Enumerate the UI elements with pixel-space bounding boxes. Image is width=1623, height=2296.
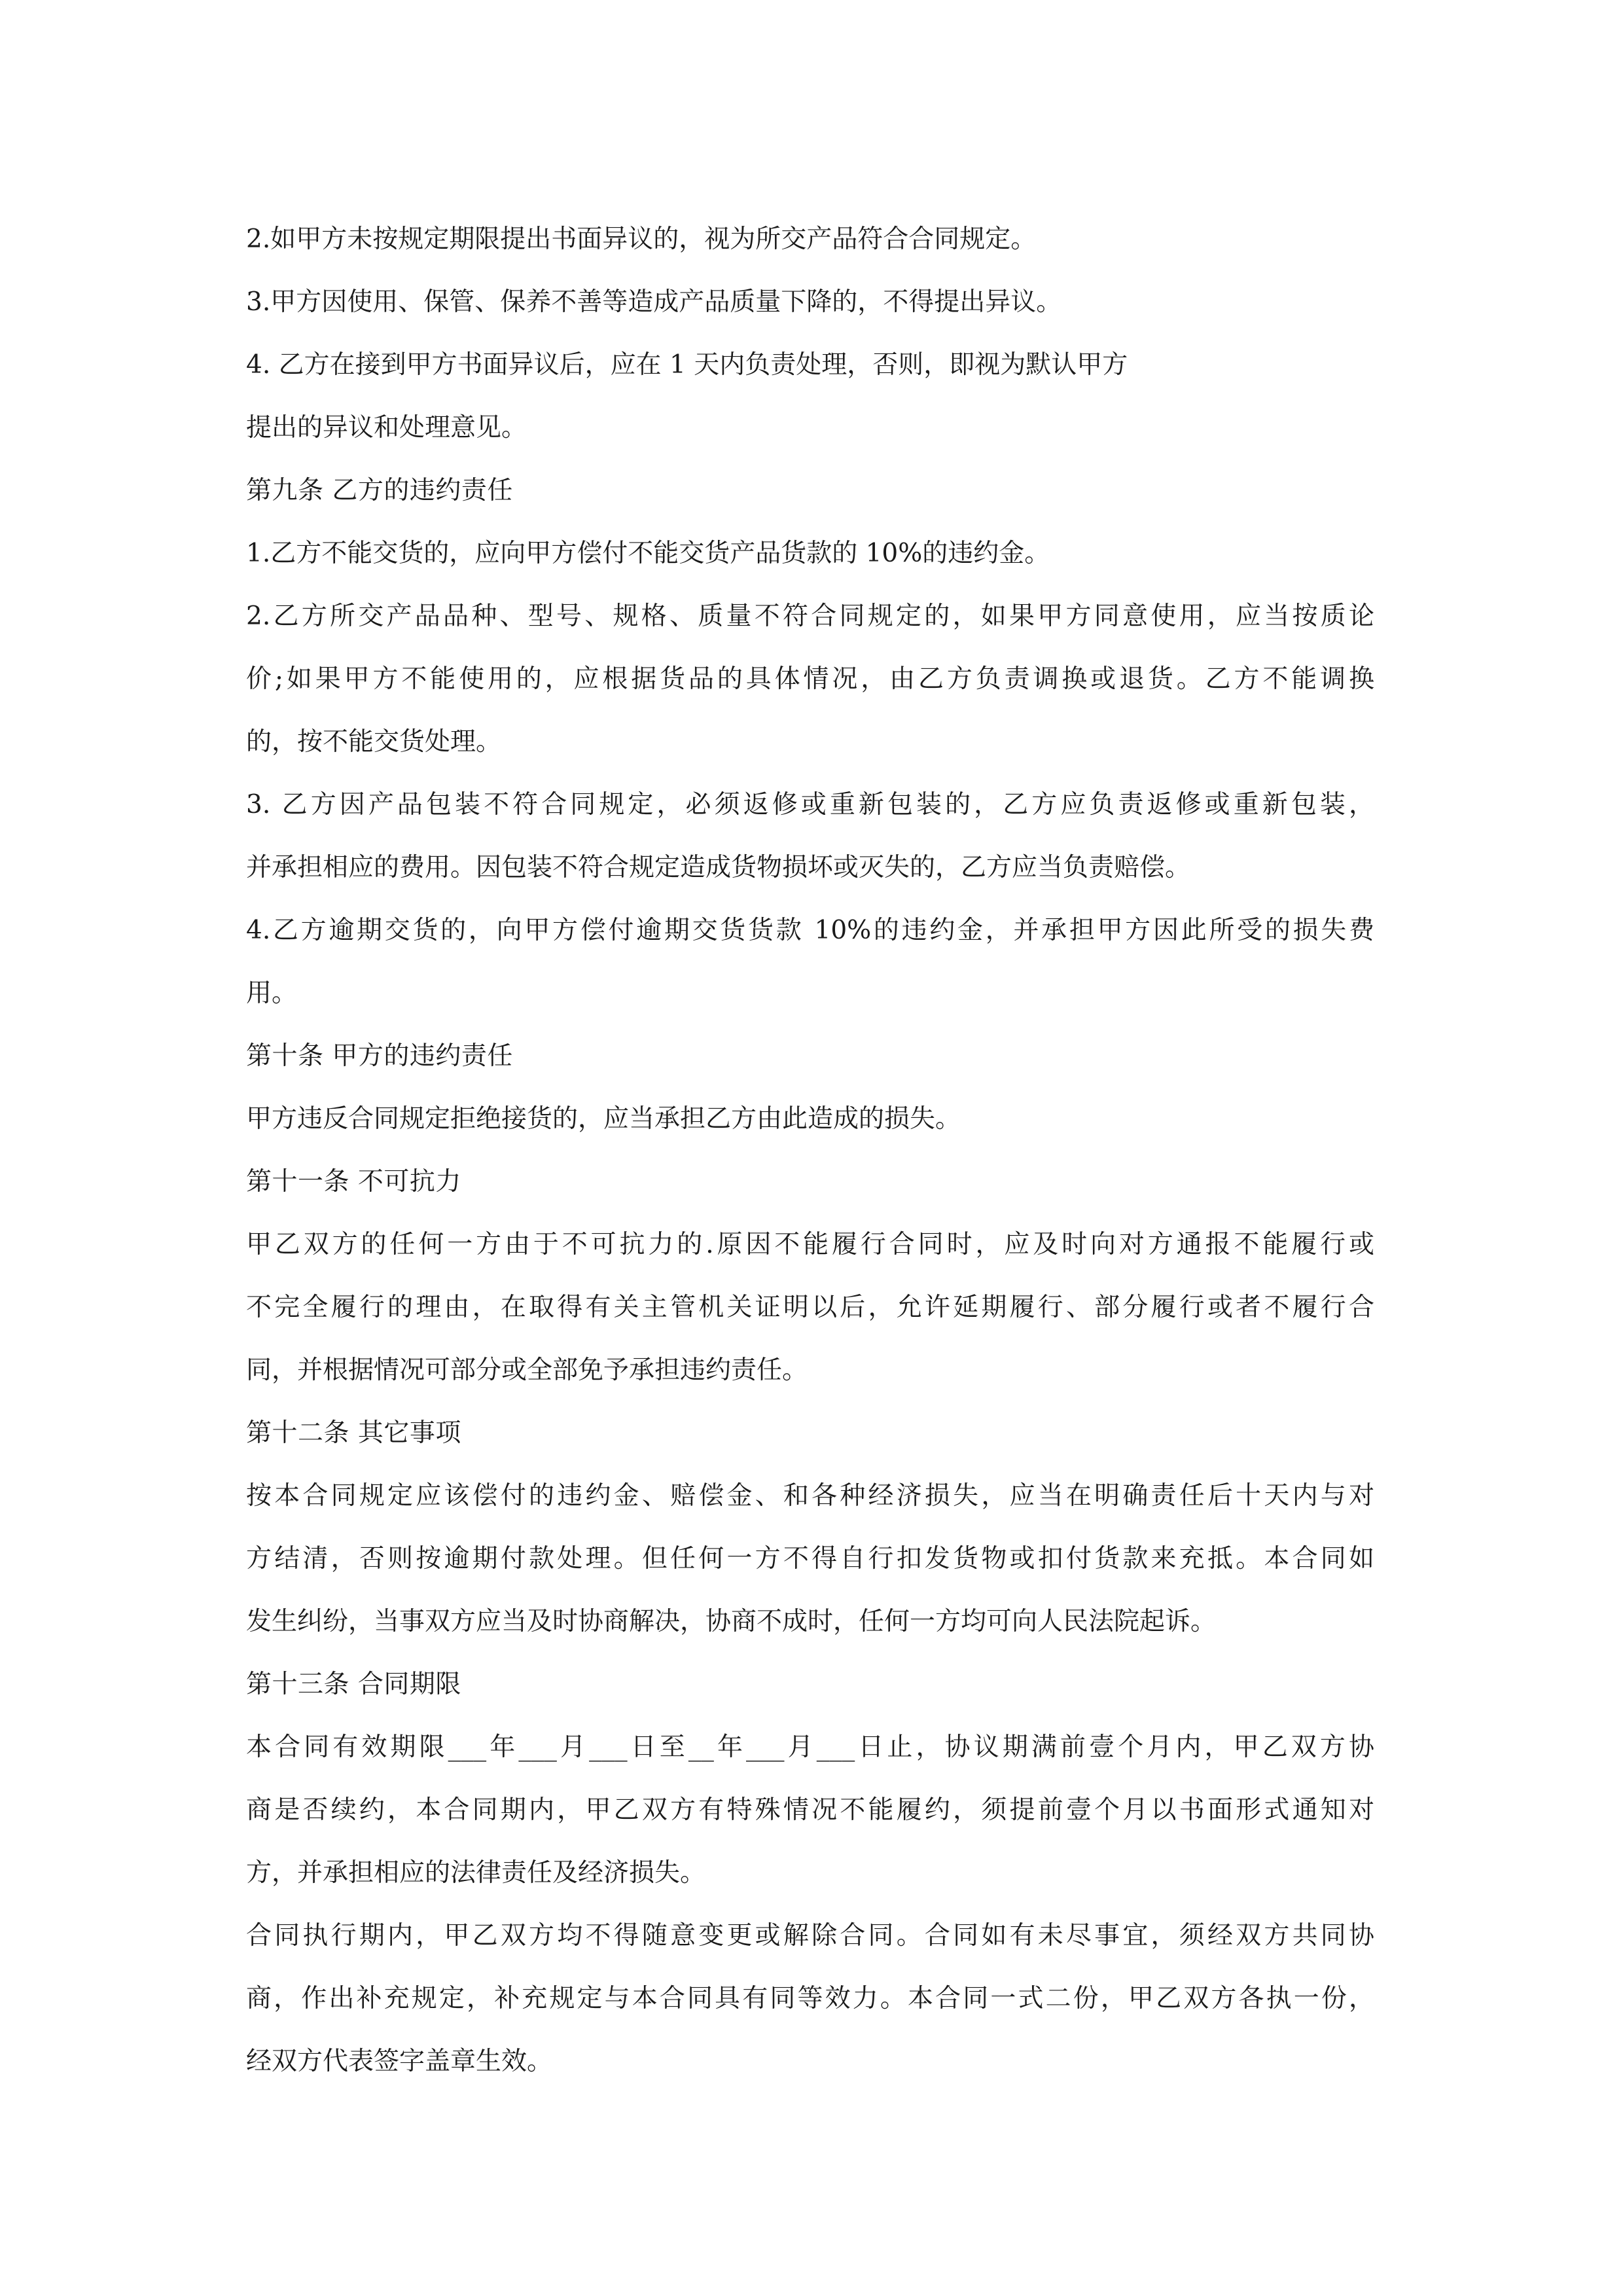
- document-body: [246, 208, 1374, 2093]
- paragraph-line: 方，并承担相应的法律责任及经济损失。: [246, 1858, 706, 1888]
- paragraph-line: 不完全履行的理由，在取得有关主管机关证明以后，允许延期履行、部分履行或者不履行合: [246, 1293, 1374, 1322]
- paragraph-line: 商，作出补充规定，补充规定与本合同具有同等效力。本合同一式二份，甲乙双方各执一份，: [246, 1984, 1374, 2013]
- section-heading: 第九条 乙方的违约责任: [246, 476, 513, 505]
- paragraph-line: 2.乙方所交产品品种、型号、规格、质量不符合同规定的，如果甲方同意使用，应当按质论: [246, 601, 1374, 631]
- paragraph-line: 提出的异议和处理意见。: [246, 413, 527, 442]
- paragraph-line: 4. 乙方在接到甲方书面异议后，应在 1 天内负责处理，否则，即视为默认甲方: [246, 350, 1128, 380]
- paragraph-line: 4.乙方逾期交货的，向甲方偿付逾期交货货款 10%的违约金，并承担甲方因此所受的损失费: [246, 916, 1374, 945]
- paragraph-line: 3. 乙方因产品包装不符合同规定，必须返修或重新包装的，乙方应负责返修或重新包装，: [246, 790, 1374, 819]
- paragraph-line: 发生纠纷，当事双方应当及时协商解决，协商不成时，任何一方均可向人民法院起诉。: [246, 1607, 1217, 1636]
- paragraph-line: 3.甲方因使用、保管、保养不善等造成产品质量下降的，不得提出异议。: [246, 287, 1062, 317]
- paragraph-line: 甲乙双方的任何一方由于不可抗力的.原因不能履行合同时，应及时向对方通报不能履行或: [246, 1230, 1374, 1259]
- paragraph-line: 同，并根据情况可部分或全部免予承担违约责任。: [246, 1355, 808, 1385]
- section-heading: 第十三条 合同期限: [246, 1670, 461, 1699]
- section-heading: 第十一条 不可抗力: [246, 1167, 461, 1196]
- paragraph-line: 合同执行期内，甲乙双方均不得随意变更或解除合同。合同如有未尽事宜，须经双方共同协: [246, 1921, 1374, 1950]
- paragraph-line: 价;如果甲方不能使用的，应根据货品的具体情况，由乙方负责调换或退货。乙方不能调换: [246, 664, 1374, 694]
- paragraph-line: 用。: [246, 978, 298, 1008]
- section-heading: 第十二条 其它事项: [246, 1418, 461, 1448]
- paragraph-line: 按本合同规定应该偿付的违约金、赔偿金、和各种经济损失，应当在明确责任后十天内与对: [246, 1481, 1374, 1511]
- paragraph-line: 1.乙方不能交货的，应向甲方偿付不能交货产品货款的 10%的违约金。: [246, 539, 1050, 568]
- paragraph-line: 经双方代表签字盖章生效。: [246, 2047, 553, 2076]
- paragraph-line: 2.如甲方未按规定期限提出书面异议的，视为所交产品符合合同规定。: [246, 224, 1037, 254]
- section-heading: 第十条 甲方的违约责任: [246, 1041, 513, 1071]
- paragraph-line: 并承担相应的费用。因包装不符合规定造成货物损坏或灭失的，乙方应当负责赔偿。: [246, 853, 1191, 882]
- paragraph-line: 甲方违反合同规定拒绝接货的，应当承担乙方由此造成的损失。: [246, 1104, 961, 1134]
- paragraph-line: 商是否续约，本合同期内，甲乙双方有特殊情况不能履约，须提前壹个月以书面形式通知对: [246, 1795, 1374, 1825]
- paragraph-line: 的，按不能交货处理。: [246, 727, 502, 757]
- paragraph-line: 本合同有效期限___年___月___日至__年___月___日止，协议期满前壹个月内，甲乙双方协: [246, 1732, 1374, 1762]
- paragraph-line: 方结清，否则按逾期付款处理。但任何一方不得自行扣发货物或扣付货款来充抵。本合同如: [246, 1544, 1374, 1573]
